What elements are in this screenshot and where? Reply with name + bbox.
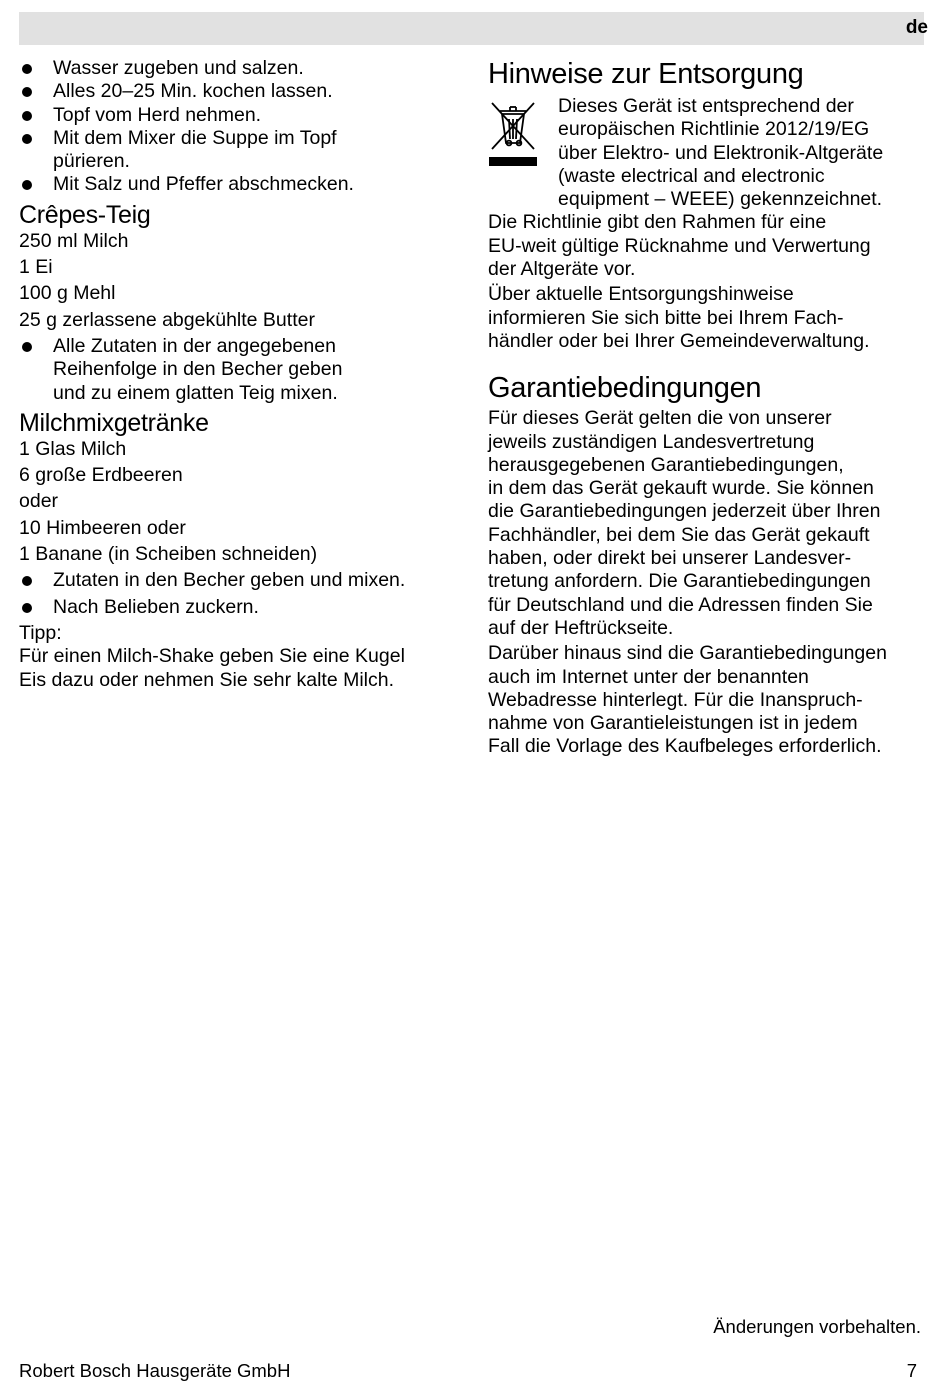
bullet-icon <box>22 64 32 74</box>
warranty-heading: Garantiebedingungen <box>488 372 762 405</box>
list-item-text: Alle Zutaten in der angegebenen <box>53 334 336 357</box>
weee-line: europäischen Richtlinie 2012/19/EG <box>558 118 870 141</box>
text-line: Die Richtlinie gibt den Rahmen für eine <box>488 211 827 234</box>
soup-steps-list <box>19 57 464 197</box>
tip-text-line: Für einen Milch-Shake geben Sie eine Kugel <box>19 645 405 668</box>
right-column <box>488 57 928 759</box>
list-item <box>19 569 464 592</box>
tip-text-line: Eis dazu oder nehmen Sie sehr kalte Milch. <box>19 668 395 691</box>
list-item <box>19 57 464 80</box>
header-bar <box>19 12 924 45</box>
ingredient-line: 1 Banane (in Scheiben schneiden) <box>19 543 318 566</box>
text-line: Darüber hinaus sind die Garantiebedingungen <box>488 642 887 665</box>
text-line: jeweils zuständigen Landesvertretung <box>488 430 815 453</box>
ingredient-line: 10 Himbeeren oder <box>19 516 186 539</box>
text-line: auf der Heftrückseite. <box>488 616 674 639</box>
text-line: der Altgeräte vor. <box>488 258 636 281</box>
list-item-text: Mit Salz und Pfeffer abschmecken. <box>53 173 354 196</box>
milchmix-heading: Milchmixgetränke <box>19 408 209 437</box>
list-item-text: Topf vom Herd nehmen. <box>53 103 262 126</box>
list-item <box>19 104 464 127</box>
text-line: Fachhändler, bei dem Sie das Gerät gekauft <box>488 523 870 546</box>
list-item-text: Alles 20–25 Min. kochen lassen. <box>53 80 333 103</box>
bullet-icon <box>22 576 32 586</box>
footer-company: Robert Bosch Hausgeräte GmbH <box>19 1360 291 1381</box>
ingredient-line: 25 g zerlassene abgekühlte Butter <box>19 308 315 331</box>
text-line: für Deutschland und die Adressen finden Sie <box>488 593 873 616</box>
text-line: herausgegebenen Garantiebedingungen, <box>488 453 844 476</box>
footer-note: Änderungen vorbehalten. <box>713 1316 921 1337</box>
list-item-text: Zutaten in den Becher geben und mixen. <box>53 569 406 592</box>
text-line: Über aktuelle Entsorgungshinweise <box>488 283 794 306</box>
weee-text <box>558 95 928 211</box>
text-line: EU-weit gültige Rücknahme und Verwertung <box>488 234 871 257</box>
bullet-icon <box>22 180 32 190</box>
milchmix-steps-list <box>19 569 464 619</box>
crepes-steps-list <box>19 335 464 405</box>
ingredient-line: 1 Ei <box>19 256 53 279</box>
text-line: haben, oder direkt bei unserer Landesver- <box>488 547 852 570</box>
list-item <box>19 596 464 619</box>
list-item-text-cont: Reihenfolge in den Becher geben <box>53 358 343 381</box>
tip-label: Tipp: <box>19 621 62 644</box>
list-item-text: Nach Belieben zuckern. <box>53 595 259 618</box>
crepes-heading: Crêpes-Teig <box>19 200 151 229</box>
language-label: de <box>905 17 928 38</box>
ingredient-line: 250 ml Milch <box>19 229 129 252</box>
list-item-text: Wasser zugeben und salzen. <box>53 57 304 79</box>
bullet-icon <box>22 111 32 121</box>
bullet-icon <box>22 603 32 613</box>
list-item <box>19 335 464 405</box>
weee-line: (waste electrical and electronic <box>558 164 825 187</box>
ingredient-line: oder <box>19 490 59 513</box>
left-column <box>19 57 464 692</box>
text-line: händler oder bei Ihrer Gemeindeverwaltung. <box>488 329 870 352</box>
weee-line: über Elektro- und Elektronik-Altgeräte <box>558 141 884 164</box>
text-line: Webadresse hinterlegt. Für die Inanspruch- <box>488 688 863 711</box>
text-line: Für dieses Gerät gelten die von unserer <box>488 407 832 430</box>
disposal-paragraph-1 <box>488 211 928 281</box>
ingredient-line: 1 Glas Milch <box>19 437 127 460</box>
warranty-paragraph-1 <box>488 407 928 640</box>
bullet-icon <box>22 134 32 144</box>
weee-line: Dieses Gerät ist entsprechend der <box>558 95 854 117</box>
list-item <box>19 173 464 196</box>
ingredient-line: 6 große Erdbeeren <box>19 464 183 487</box>
warranty-paragraph-2 <box>488 642 928 758</box>
weee-line: equipment – WEEE) gekennzeichnet. <box>558 188 883 211</box>
list-item-text-cont: und zu einem glatten Teig mixen. <box>53 381 338 404</box>
list-item-text: Mit dem Mixer die Suppe im Topf <box>53 126 337 149</box>
page-number: 7 <box>906 1360 917 1381</box>
list-item-text-cont: pürieren. <box>53 150 130 173</box>
crossed-out-bin-icon <box>488 97 538 177</box>
bullet-icon <box>22 87 32 97</box>
text-line: auch im Internet unter der benannten <box>488 665 809 688</box>
disposal-paragraph-2 <box>488 283 928 353</box>
weee-notice <box>488 95 928 211</box>
text-line: tretung anfordern. Die Garantiebedingungen <box>488 570 871 593</box>
text-line: informieren Sie sich bitte bei Ihrem Fach- <box>488 306 844 329</box>
text-line: in dem das Gerät gekauft wurde. Sie können <box>488 477 874 500</box>
list-item <box>19 80 464 103</box>
ingredient-line: 100 g Mehl <box>19 282 116 305</box>
text-line: nahme von Garantieleistungen ist in jedem <box>488 712 858 735</box>
disposal-heading: Hinweise zur Entsorgung <box>488 58 804 90</box>
bullet-icon <box>22 342 32 352</box>
text-line: die Garantiebedingungen jederzeit über Ihren <box>488 500 881 523</box>
text-line: Fall die Vorlage des Kaufbeleges erforderlich. <box>488 735 882 758</box>
list-item <box>19 127 464 174</box>
